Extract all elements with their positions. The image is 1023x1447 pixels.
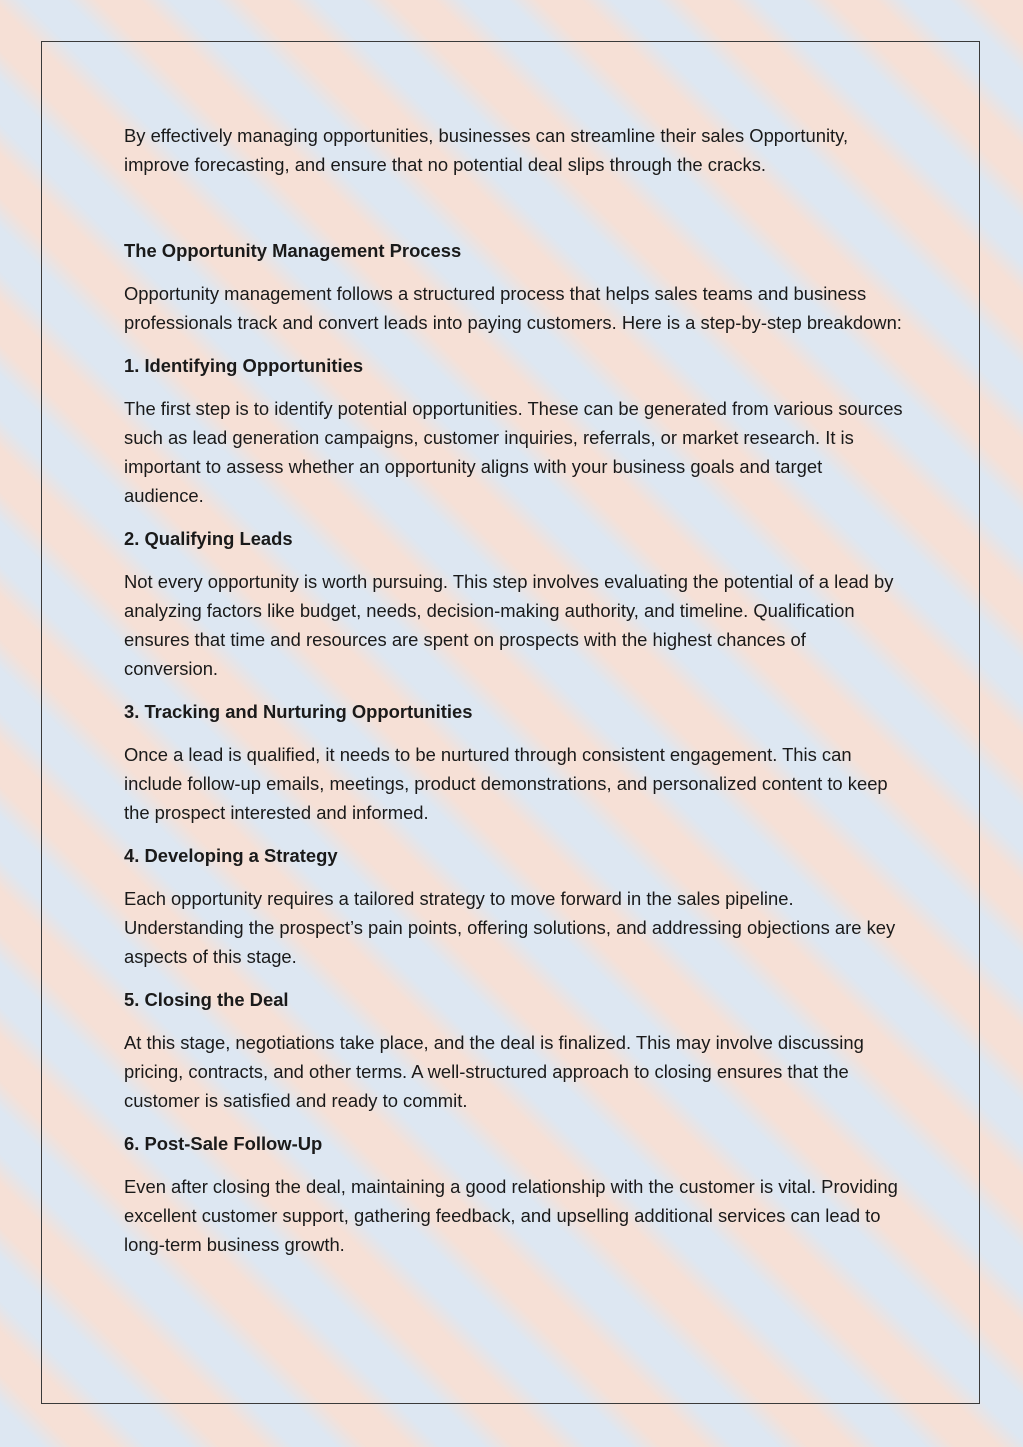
- step-heading-3: 3. Tracking and Nurturing Opportunities: [124, 701, 473, 722]
- step-body-5: At this stage, negotiations take place, and the deal is finalized. This may involve discussing pricing, contracts, and other terms. A well-structured approach to closing ensures that the customer is satisfied and ready to commit.: [124, 1032, 864, 1111]
- step-body-4: Each opportunity requires a tailored strategy to move forward in the sales pipeline. Understanding the prospect’s pain points, offering solutions, and addressing objections are key aspects of this stage.: [124, 888, 896, 967]
- step-heading-5: 5. Closing the Deal: [124, 989, 289, 1010]
- intro-paragraph: By effectively managing opportunities, businesses can streamline their sales Opportunity, improve forecasting, and ensure that no potential deal slips through the cracks.: [124, 125, 849, 175]
- document-content: [124, 121, 904, 1273]
- step-body-1: The first step is to identify potential opportunities. These can be generated from various sources such as lead generation campaigns, customer inquiries, referrals, or market research. It is important to assess whether an opportunity aligns with your business goals and target audience.: [124, 398, 903, 506]
- step-heading-6: 6. Post-Sale Follow-Up: [124, 1133, 323, 1154]
- step-heading-4: 4. Developing a Strategy: [124, 845, 338, 866]
- step-heading-2: 2. Qualifying Leads: [124, 528, 293, 549]
- section-heading: The Opportunity Management Process: [124, 240, 462, 261]
- step-body-2: Not every opportunity is worth pursuing. This step involves evaluating the potential of a lead by analyzing factors like budget, needs, decision-making authority, and timeline. Qualification ensures that time and resources are spent on prospects with the highest chances of conversion.: [124, 571, 894, 679]
- section-description: Opportunity management follows a structured process that helps sales teams and business professionals track and convert leads into paying customers. Here is a step-by-step breakdown:: [124, 283, 902, 333]
- step-body-3: Once a lead is qualified, it needs to be nurtured through consistent engagement. This can include follow-up emails, meetings, product demonstrations, and personalized content to keep the prospect interested and informed.: [124, 744, 888, 823]
- step-heading-1: 1. Identifying Opportunities: [124, 355, 364, 376]
- step-body-6: Even after closing the deal, maintaining a good relationship with the customer is vital. Providing excellent customer support, gathering feedback, and upselling additional services can lead to long-term business growth.: [124, 1176, 898, 1255]
